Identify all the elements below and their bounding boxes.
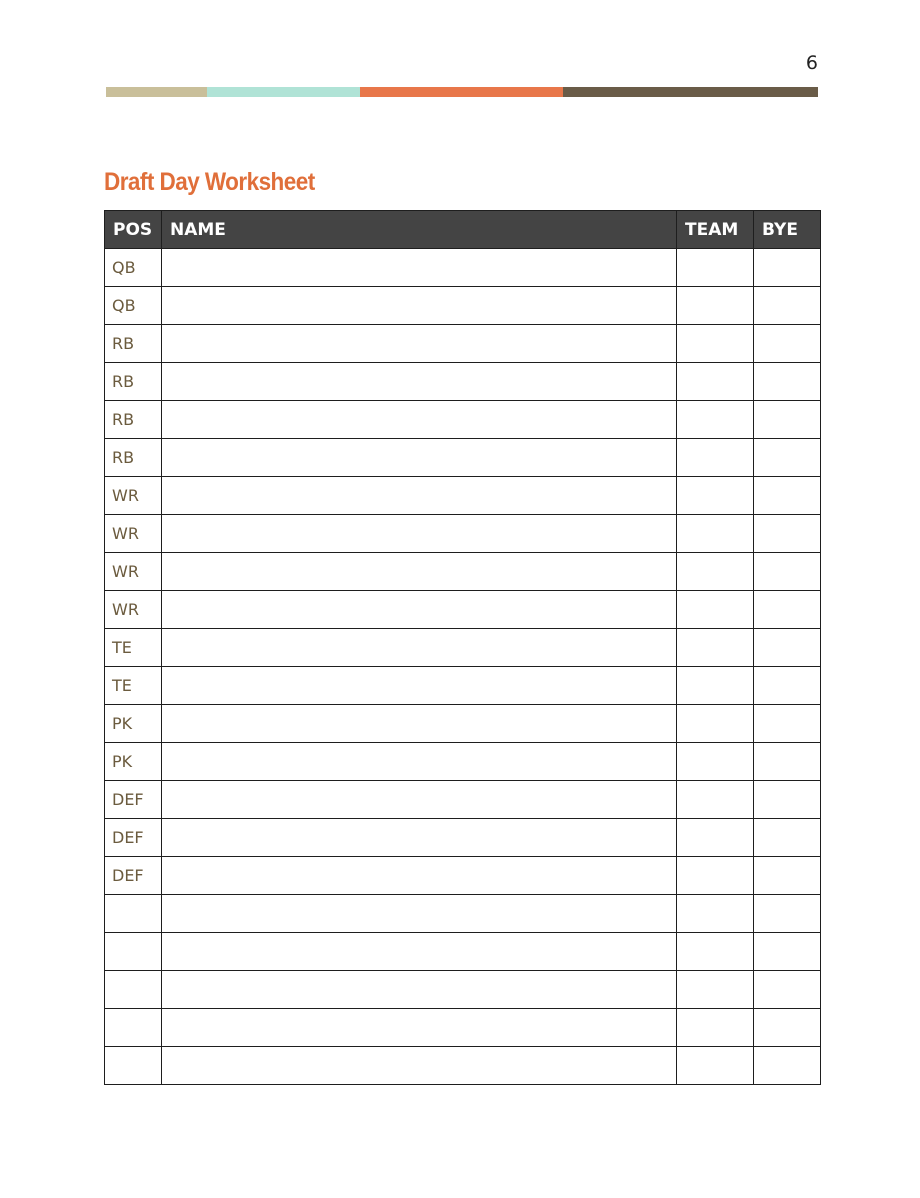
column-header-team: TEAM: [677, 211, 754, 249]
name-cell[interactable]: [162, 363, 677, 401]
table-row: [105, 971, 821, 1009]
pos-cell: RB: [105, 363, 162, 401]
team-cell[interactable]: [677, 439, 754, 477]
name-cell[interactable]: [162, 705, 677, 743]
pos-cell: RB: [105, 401, 162, 439]
pos-cell: RB: [105, 439, 162, 477]
pos-cell: QB: [105, 287, 162, 325]
table-row: [105, 819, 821, 857]
team-cell[interactable]: [677, 515, 754, 553]
bye-cell[interactable]: [754, 895, 821, 933]
team-cell[interactable]: [677, 249, 754, 287]
name-cell[interactable]: [162, 553, 677, 591]
team-cell[interactable]: [677, 895, 754, 933]
name-cell[interactable]: [162, 439, 677, 477]
pos-cell: WR: [105, 515, 162, 553]
name-cell[interactable]: [162, 629, 677, 667]
table-row: [105, 1047, 821, 1085]
bye-cell[interactable]: [754, 553, 821, 591]
table-header-row: [105, 211, 821, 249]
pos-cell: DEF: [105, 857, 162, 895]
pos-cell: WR: [105, 553, 162, 591]
color-bar-segment: [563, 87, 818, 97]
table-row: [105, 553, 821, 591]
color-bar-segment: [207, 87, 360, 97]
bye-cell[interactable]: [754, 287, 821, 325]
table-row: [105, 781, 821, 819]
table-row: [105, 515, 821, 553]
table-row: [105, 325, 821, 363]
name-cell[interactable]: [162, 743, 677, 781]
team-cell[interactable]: [677, 781, 754, 819]
bye-cell[interactable]: [754, 933, 821, 971]
table-row: [105, 667, 821, 705]
column-header-name: NAME: [162, 211, 677, 249]
team-cell[interactable]: [677, 819, 754, 857]
table-row: [105, 629, 821, 667]
team-cell[interactable]: [677, 591, 754, 629]
team-cell[interactable]: [677, 325, 754, 363]
table-row: [105, 1009, 821, 1047]
color-bar-segment: [360, 87, 563, 97]
name-cell[interactable]: [162, 819, 677, 857]
bye-cell[interactable]: [754, 1047, 821, 1085]
name-cell[interactable]: [162, 667, 677, 705]
name-cell[interactable]: [162, 933, 677, 971]
bye-cell[interactable]: [754, 781, 821, 819]
team-cell[interactable]: [677, 477, 754, 515]
pos-cell: [105, 895, 162, 933]
table-row: [105, 401, 821, 439]
team-cell[interactable]: [677, 363, 754, 401]
team-cell[interactable]: [677, 743, 754, 781]
bye-cell[interactable]: [754, 515, 821, 553]
bye-cell[interactable]: [754, 705, 821, 743]
bye-cell[interactable]: [754, 1009, 821, 1047]
bye-cell[interactable]: [754, 743, 821, 781]
name-cell[interactable]: [162, 857, 677, 895]
bye-cell[interactable]: [754, 629, 821, 667]
table-body: [105, 249, 821, 1085]
table-row: [105, 439, 821, 477]
table-row: [105, 249, 821, 287]
name-cell[interactable]: [162, 249, 677, 287]
pos-cell: WR: [105, 477, 162, 515]
page-title: Draft Day Worksheet: [104, 168, 315, 196]
pos-cell: PK: [105, 743, 162, 781]
table-row: [105, 857, 821, 895]
pos-cell: [105, 1009, 162, 1047]
draft-worksheet-table: [104, 210, 821, 1085]
bye-cell[interactable]: [754, 667, 821, 705]
pos-cell: [105, 971, 162, 1009]
team-cell[interactable]: [677, 1009, 754, 1047]
bye-cell[interactable]: [754, 591, 821, 629]
team-cell[interactable]: [677, 1047, 754, 1085]
table-row: [105, 705, 821, 743]
name-cell[interactable]: [162, 401, 677, 439]
bye-cell[interactable]: [754, 971, 821, 1009]
pos-cell: TE: [105, 629, 162, 667]
color-bar-segment: [106, 87, 207, 97]
name-cell[interactable]: [162, 781, 677, 819]
name-cell[interactable]: [162, 1009, 677, 1047]
team-cell[interactable]: [677, 667, 754, 705]
pos-cell: PK: [105, 705, 162, 743]
pos-cell: DEF: [105, 819, 162, 857]
name-cell[interactable]: [162, 591, 677, 629]
bye-cell[interactable]: [754, 249, 821, 287]
name-cell[interactable]: [162, 477, 677, 515]
name-cell[interactable]: [162, 1047, 677, 1085]
name-cell[interactable]: [162, 971, 677, 1009]
bye-cell[interactable]: [754, 363, 821, 401]
table-row: [105, 933, 821, 971]
table-row: [105, 591, 821, 629]
bye-cell[interactable]: [754, 819, 821, 857]
team-cell[interactable]: [677, 971, 754, 1009]
bye-cell[interactable]: [754, 477, 821, 515]
name-cell[interactable]: [162, 515, 677, 553]
column-header-bye: BYE: [754, 211, 821, 249]
team-cell[interactable]: [677, 287, 754, 325]
pos-cell: [105, 933, 162, 971]
team-cell[interactable]: [677, 857, 754, 895]
pos-cell: WR: [105, 591, 162, 629]
pos-cell: RB: [105, 325, 162, 363]
team-cell[interactable]: [677, 553, 754, 591]
team-cell[interactable]: [677, 933, 754, 971]
table-row: [105, 895, 821, 933]
pos-cell: TE: [105, 667, 162, 705]
bye-cell[interactable]: [754, 401, 821, 439]
table-row: [105, 477, 821, 515]
bye-cell[interactable]: [754, 325, 821, 363]
name-cell[interactable]: [162, 325, 677, 363]
table-row: [105, 363, 821, 401]
page-number: 6: [805, 52, 818, 74]
table-row: [105, 743, 821, 781]
column-header-pos: POS: [105, 211, 162, 249]
pos-cell: DEF: [105, 781, 162, 819]
pos-cell: QB: [105, 249, 162, 287]
header-color-bar: [106, 87, 818, 97]
name-cell[interactable]: [162, 287, 677, 325]
bye-cell[interactable]: [754, 857, 821, 895]
team-cell[interactable]: [677, 705, 754, 743]
bye-cell[interactable]: [754, 439, 821, 477]
team-cell[interactable]: [677, 629, 754, 667]
table-row: [105, 287, 821, 325]
pos-cell: [105, 1047, 162, 1085]
team-cell[interactable]: [677, 401, 754, 439]
name-cell[interactable]: [162, 895, 677, 933]
